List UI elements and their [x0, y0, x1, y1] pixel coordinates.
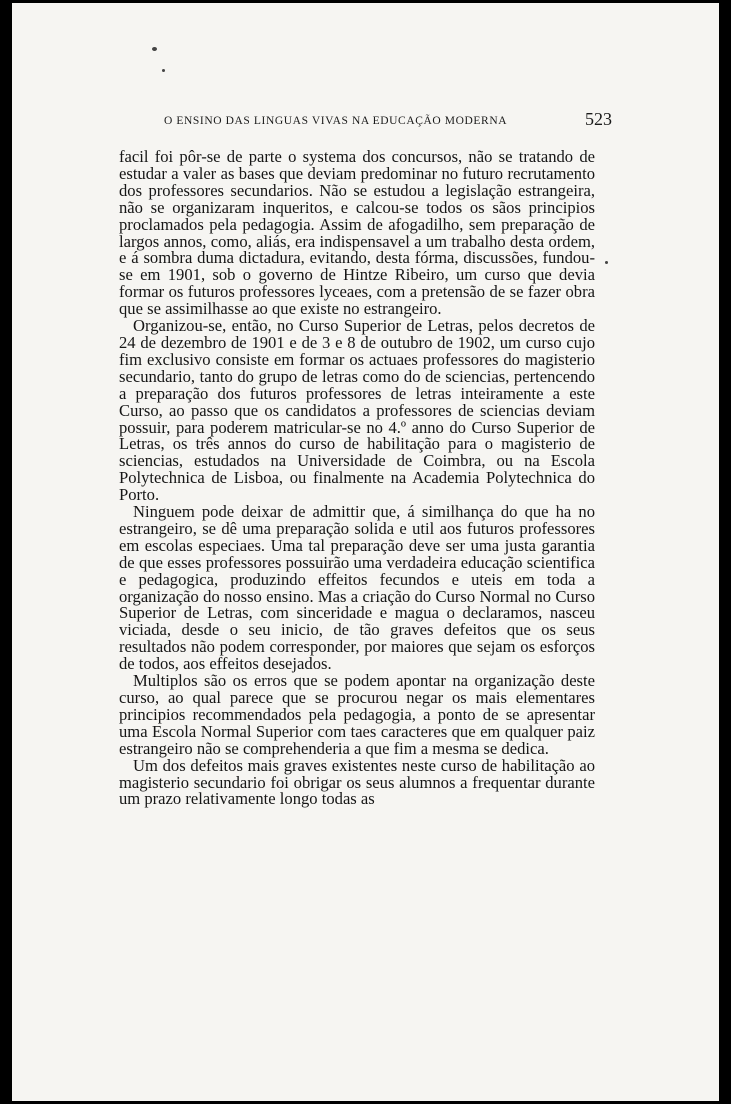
body-text — [119, 149, 595, 808]
paragraph-1: facil foi pôr-se de parte o systema dos concursos, não se tratando de estudar a valer as bases que deviam predominar no futuro recrutamento dos professores secundarios. Não se estudou a legislação estrangeira, não se organizaram inqueritos, e calcou-se todos os sãos principios proclamados pela pedagogia. Assim de afogadilho, sem preparação de largos annos, como, aliás, era indispensavel a um trabalho desta ordem, e á sombra duma dictadura, evitando, desta fórma, discussões, fundou-se em 1901, sob o governo de Hintze Ribeiro, um curso que devia formar os futuros professores lyceaes, com a pretensão de se fazer obra que se assimilhasse ao que existe no estrangeiro. — [119, 147, 595, 319]
running-title: O ENSINO DAS LINGUAS VIVAS NA EDUCAÇÃO MODERNA — [164, 115, 508, 127]
paragraph-2: Organizou-se, então, no Curso Superior de Letras, pelos decretos de 24 de dezembro de 1901 e de 3 e 8 de outubro de 1902, um curso cujo fim exclusivo consiste em formar os actuaes professores do magisterio secundario, tanto do grupo de letras como do de sciencias, pertencendo a preparação dos futuros professores de letras inteiramente a este Curso, ao passo que os candidatos a professores de sciencias deviam possuir, para poderem matricular-se no 4.º anno do Curso Superior de Letras, os três annos do curso de habilitação para o magisterio de sciencias, estudados na Universidade de Coimbra, ou na Escola Polytechnica de Lisboa, ou finalmente na Academia Polytechnica do Porto. — [119, 316, 595, 505]
paragraph-4: Multiplos são os erros que se podem apontar na organização deste curso, ao qual parece que se procurou negar os mais elementares principios recommendados pela pedagogia, a ponto de se apresentar uma Escola Normal Superior com taes caracteres que em qualquer paiz estrangeiro não se comprehenderia a que fim a mesma se dedica. — [119, 671, 595, 758]
ink-speck — [162, 69, 165, 72]
running-header — [120, 107, 612, 131]
ink-speck — [605, 261, 608, 264]
paragraph-3: Ninguem pode deixar de admittir que, á similhança do que ha no estrangeiro, se dê uma preparação solida e util aos futuros professores em escolas especiaes. Uma tal preparação deve ser uma justa garantia de que esses professores possuirão uma verdadeira educação scientifica e pedagogica, produzindo effeitos fecundos e uteis em toda a organização do nosso ensino. Mas a criação do Curso Normal no Curso Superior de Letras, com sinceridade e magua o declaramos, nasceu viciada, desde o seu inicio, de tão graves defeitos que os seus resultados não podem corresponder, por maiores que sejam os esforços de todos, aos effeitos desejados. — [119, 502, 595, 674]
ink-speck — [152, 47, 157, 51]
paragraph-5: Um dos defeitos mais graves existentes neste curso de habilitação ao magisterio secundario foi obrigar os seus alumnos a frequentar durante um prazo relativamente longo todas as — [119, 755, 595, 809]
page-number: 523 — [585, 109, 612, 129]
